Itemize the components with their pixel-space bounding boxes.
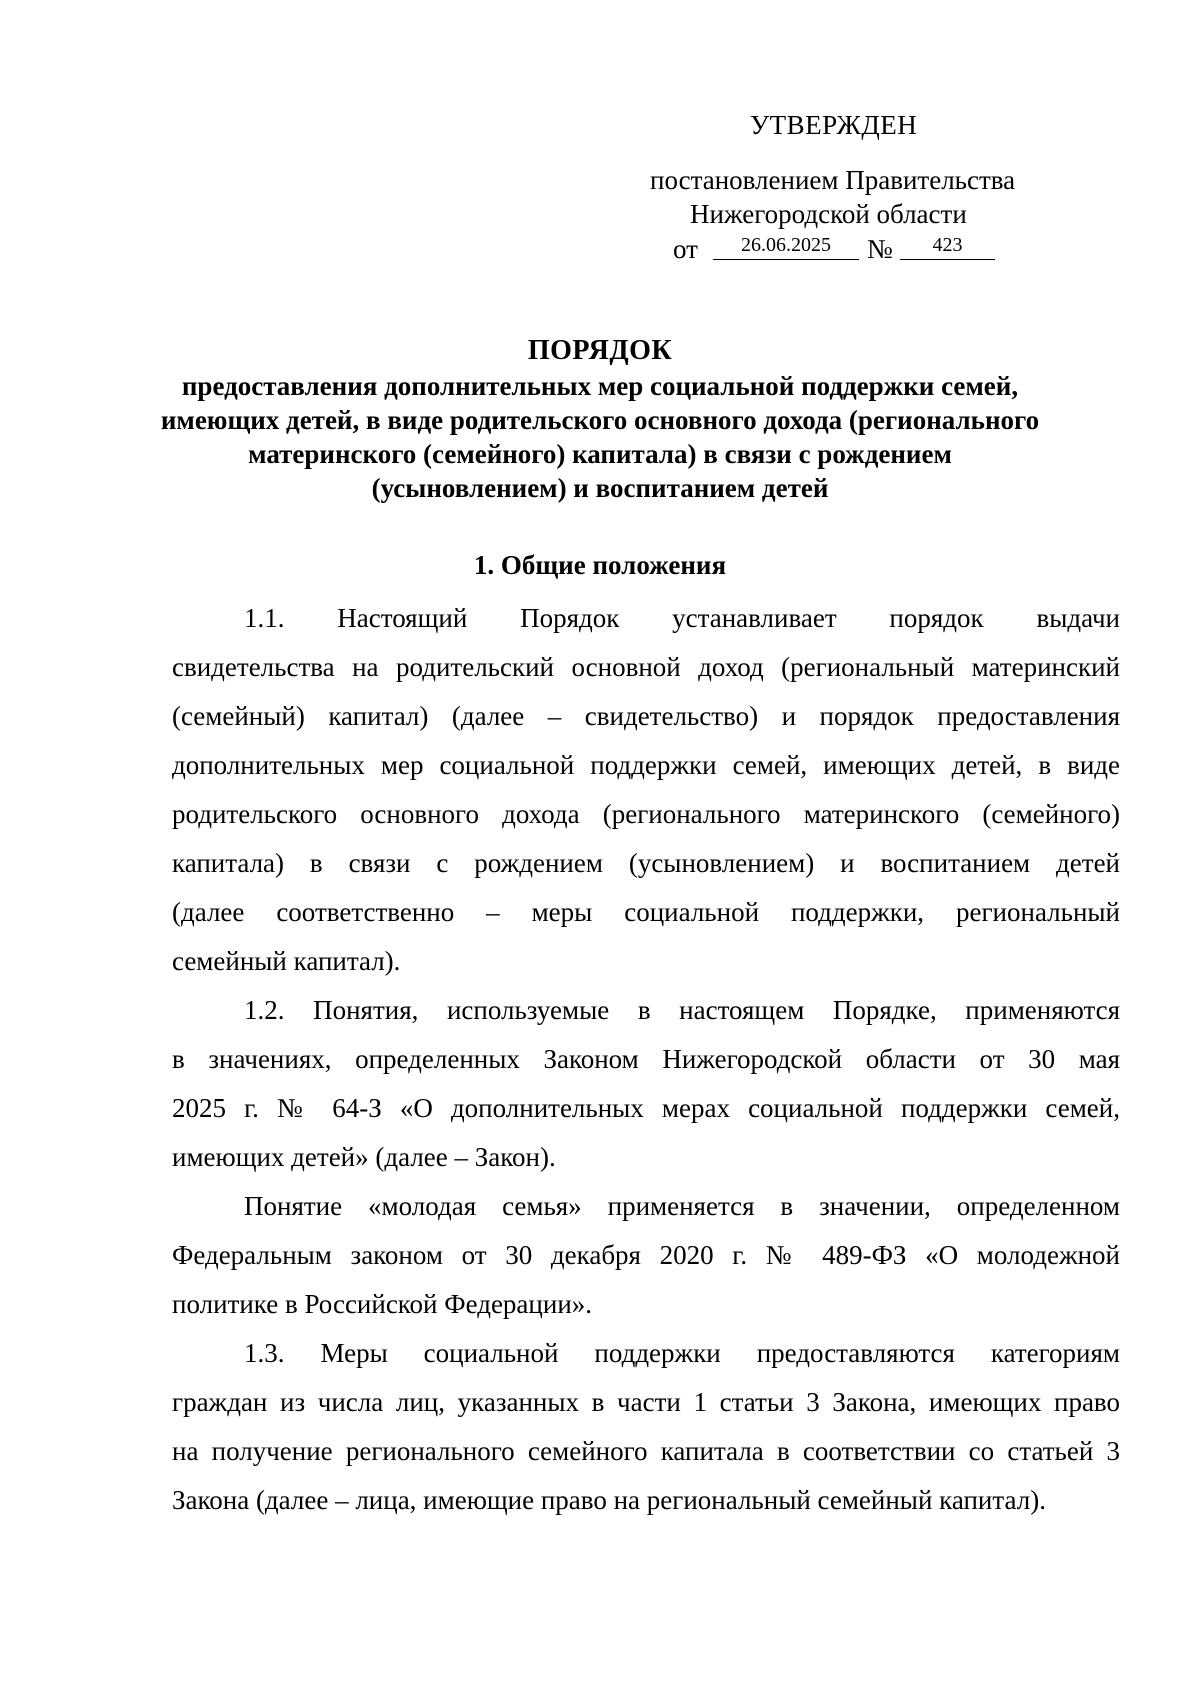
document-subtitle-line: материнского (семейного) капитала) в связи с рождением [248,439,952,469]
text-line: 1.3. Меры социальной поддержки предоставляются категориям [244,1338,1120,1368]
approved-by-line-2: Нижегородской области [690,199,967,229]
document-body [172,598,1120,1529]
text-line: Закона (далее – лица, имеющие право на региональный семейный капитал). [172,1485,1046,1515]
paragraph-1-1 [172,598,1120,990]
text-line: политике в Российской Федерации». [172,1289,593,1319]
document-subtitle-line: предоставления дополнительных мер социальной поддержки семей, [181,371,1019,401]
text-line: имеющих детей» (далее – Закон). [172,1142,556,1172]
text-line: граждан из числа лиц, указанных в части 1 статьи 3 Закона, имеющих право [172,1387,1120,1417]
document-title-block [150,333,1050,505]
approved-by-line-1: постановлением Правительства [650,165,1016,195]
text-line: на получение регионального семейного капитала в соответствии со статьей 3 [172,1436,1120,1466]
text-line: в значениях, определенных Законом Нижегородской области от 30 мая [172,1044,1120,1074]
paragraph-young-family [172,1186,1120,1333]
text-line: капитала) в связи с рождением (усыновлением) и воспитанием детей [172,848,1120,878]
text-line: семейный капитал). [172,946,401,976]
text-line: Федеральным законом от 30 декабря 2020 г. № 489-ФЗ «О молодежной [172,1240,1120,1270]
text-line: 1.2. Понятия, используемые в настоящем Порядке, применяются [244,995,1120,1025]
text-line: родительского основного дохода (регионального материнского (семейного) [172,799,1120,829]
text-line: дополнительных мер социальной поддержки семей, имеющих детей, в виде [172,750,1120,780]
document-subtitle-line: (усыновлением) и воспитанием детей [371,473,829,503]
text-line: (далее соответственно – меры социальной поддержки, региональный [172,897,1120,927]
approval-number: 423 [900,232,995,260]
document-subtitle-line: имеющих детей, в виде родительского основного дохода (регионального [160,405,1040,435]
number-prefix: № [867,234,893,264]
approval-date: 26.06.2025 [713,232,859,260]
text-line: 1.1. Настоящий Порядок устанавливает порядок выдачи [244,603,1120,633]
text-line: (семейный) капитал) (далее – свидетельство) и порядок предоставления [172,701,1120,731]
text-line: 2025 г. № 64-З «О дополнительных мерах социальной поддержки семей, [172,1093,1120,1123]
date-prefix: от [673,234,698,264]
section-heading: 1. Общие положения [473,550,727,580]
document-title: ПОРЯДОК [527,335,673,366]
paragraph-1-2 [172,990,1120,1186]
text-line: свидетельства на родительский основной доход (региональный материнский [172,652,1120,682]
paragraph-1-3 [172,1333,1120,1529]
approved-label: УТВЕРЖДЕН [750,110,918,140]
text-line: Понятие «молодая семья» применяется в значении, определенном [244,1191,1120,1221]
